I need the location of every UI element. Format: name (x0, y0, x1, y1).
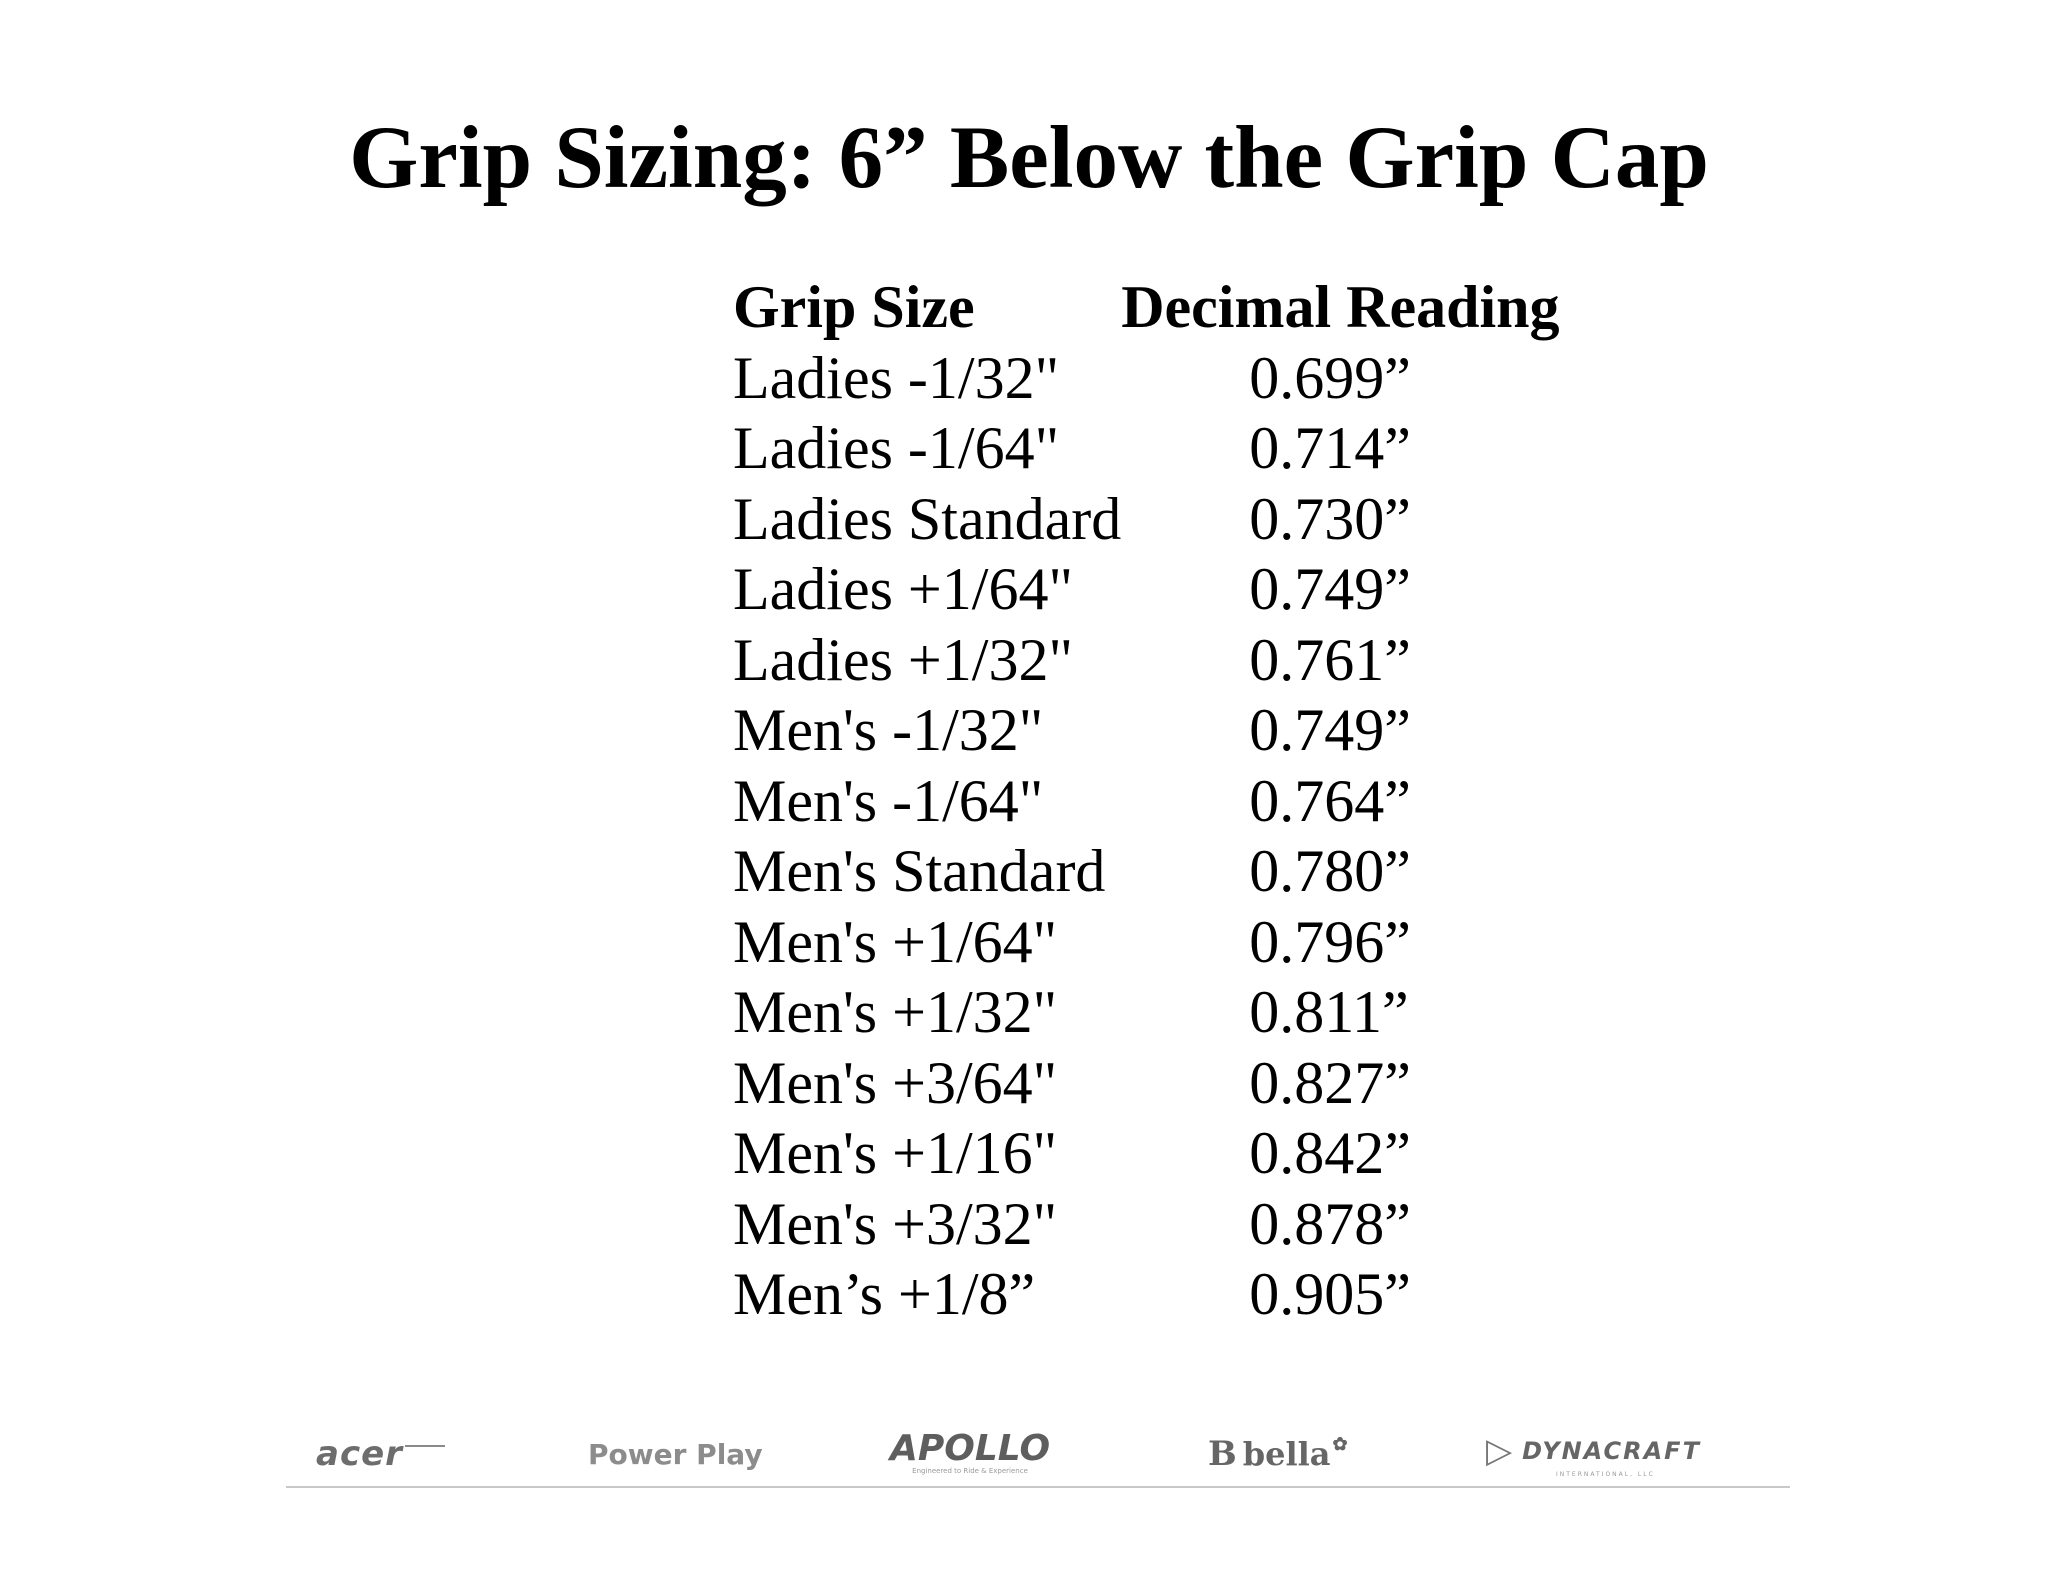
page-title: Grip Sizing: 6” Below the Grip Cap (349, 109, 1709, 207)
decimal-reading-cell: 0.749” (1249, 697, 1411, 763)
acer-swoosh (405, 1445, 445, 1447)
table-row (733, 1118, 1581, 1189)
grip-size-cell: Men's +1/16" (733, 1120, 1058, 1186)
decimal-reading-cell: 0.811” (1249, 979, 1409, 1045)
table-row (733, 766, 1581, 837)
grip-size-cell: Men's -1/64" (733, 767, 1044, 834)
decimal-reading-cell: 0.730” (1249, 485, 1411, 552)
grip-size-cell: Ladies +1/32" (733, 626, 1073, 693)
column-header-decimal-reading: Decimal Reading (1121, 274, 1560, 340)
grip-size-cell: Ladies +1/64" (733, 556, 1073, 622)
decimal-reading-cell: 0.749” (1249, 556, 1411, 622)
decimal-reading-cell: 0.714” (1249, 415, 1411, 481)
grip-size-cell: Men's +3/32" (733, 1190, 1058, 1257)
dynacraft-logo-subtext: INTERNATIONAL, LLC (1556, 1470, 1655, 1478)
apollo-logo-text: APOLLO (890, 1428, 1051, 1469)
grip-size-cell: Men's Standard (733, 838, 1106, 904)
sponsor-logo-strip (286, 1428, 1790, 1480)
table-row (733, 343, 1581, 414)
flower-icon: ✿ (1332, 1433, 1348, 1455)
apollo-logo (890, 1428, 1050, 1480)
bella-b-icon: 𝐁 (1208, 1434, 1237, 1474)
decimal-reading-cell: 0.761” (1249, 626, 1411, 693)
table-row (733, 484, 1581, 555)
table-row (733, 1048, 1581, 1119)
grip-size-cell: Men’s +1/8” (733, 1261, 1036, 1327)
grip-size-cell: Men's +1/64" (733, 908, 1058, 975)
column-header-grip-size: Grip Size (733, 274, 975, 340)
footer-divider (286, 1486, 1790, 1488)
table-body (733, 343, 1581, 1330)
grip-size-cell: Ladies Standard (733, 485, 1122, 552)
table-row (733, 1259, 1581, 1330)
table-row (733, 1189, 1581, 1260)
table-row (733, 413, 1581, 484)
table-row (733, 695, 1581, 766)
decimal-reading-cell: 0.699” (1249, 344, 1411, 411)
decimal-reading-cell: 0.796” (1249, 908, 1411, 975)
grip-size-cell: Ladies -1/64" (733, 415, 1060, 481)
decimal-reading-cell: 0.827” (1249, 1049, 1411, 1116)
bella-logo-text: bella (1242, 1435, 1331, 1473)
decimal-reading-cell: 0.878” (1249, 1190, 1411, 1257)
dynacraft-logo-text: DYNACRAFT (1522, 1436, 1701, 1465)
table-row (733, 977, 1581, 1048)
dynacraft-logo (1486, 1428, 1701, 1480)
grip-size-cell: Ladies -1/32" (733, 344, 1060, 411)
grip-size-table (733, 272, 1581, 1330)
apollo-logo-tagline: Engineered to Ride & Experience (912, 1467, 1028, 1475)
dynacraft-logo-row (1486, 1431, 1701, 1471)
table-row (733, 625, 1581, 696)
decimal-reading-cell: 0.764” (1249, 767, 1411, 834)
grip-size-cell: Men's +3/64" (733, 1049, 1058, 1116)
power-play-logo-text: Power Play (588, 1437, 763, 1471)
table-row (733, 554, 1581, 625)
bella-logo (1208, 1428, 1348, 1480)
acer-logo-text: acer (316, 1434, 403, 1474)
power-play-logo (588, 1428, 763, 1480)
acer-logo (316, 1428, 445, 1480)
decimal-reading-cell: 0.780” (1249, 838, 1411, 904)
table-header-row (733, 272, 1581, 343)
grip-size-cell: Men's +1/32" (733, 979, 1058, 1045)
table-row (733, 836, 1581, 907)
arrow-icon: ▷ (1486, 1430, 1513, 1471)
decimal-reading-cell: 0.842” (1249, 1120, 1411, 1186)
grip-size-cell: Men's -1/32" (733, 697, 1044, 763)
table-row (733, 907, 1581, 978)
decimal-reading-cell: 0.905” (1249, 1261, 1411, 1327)
